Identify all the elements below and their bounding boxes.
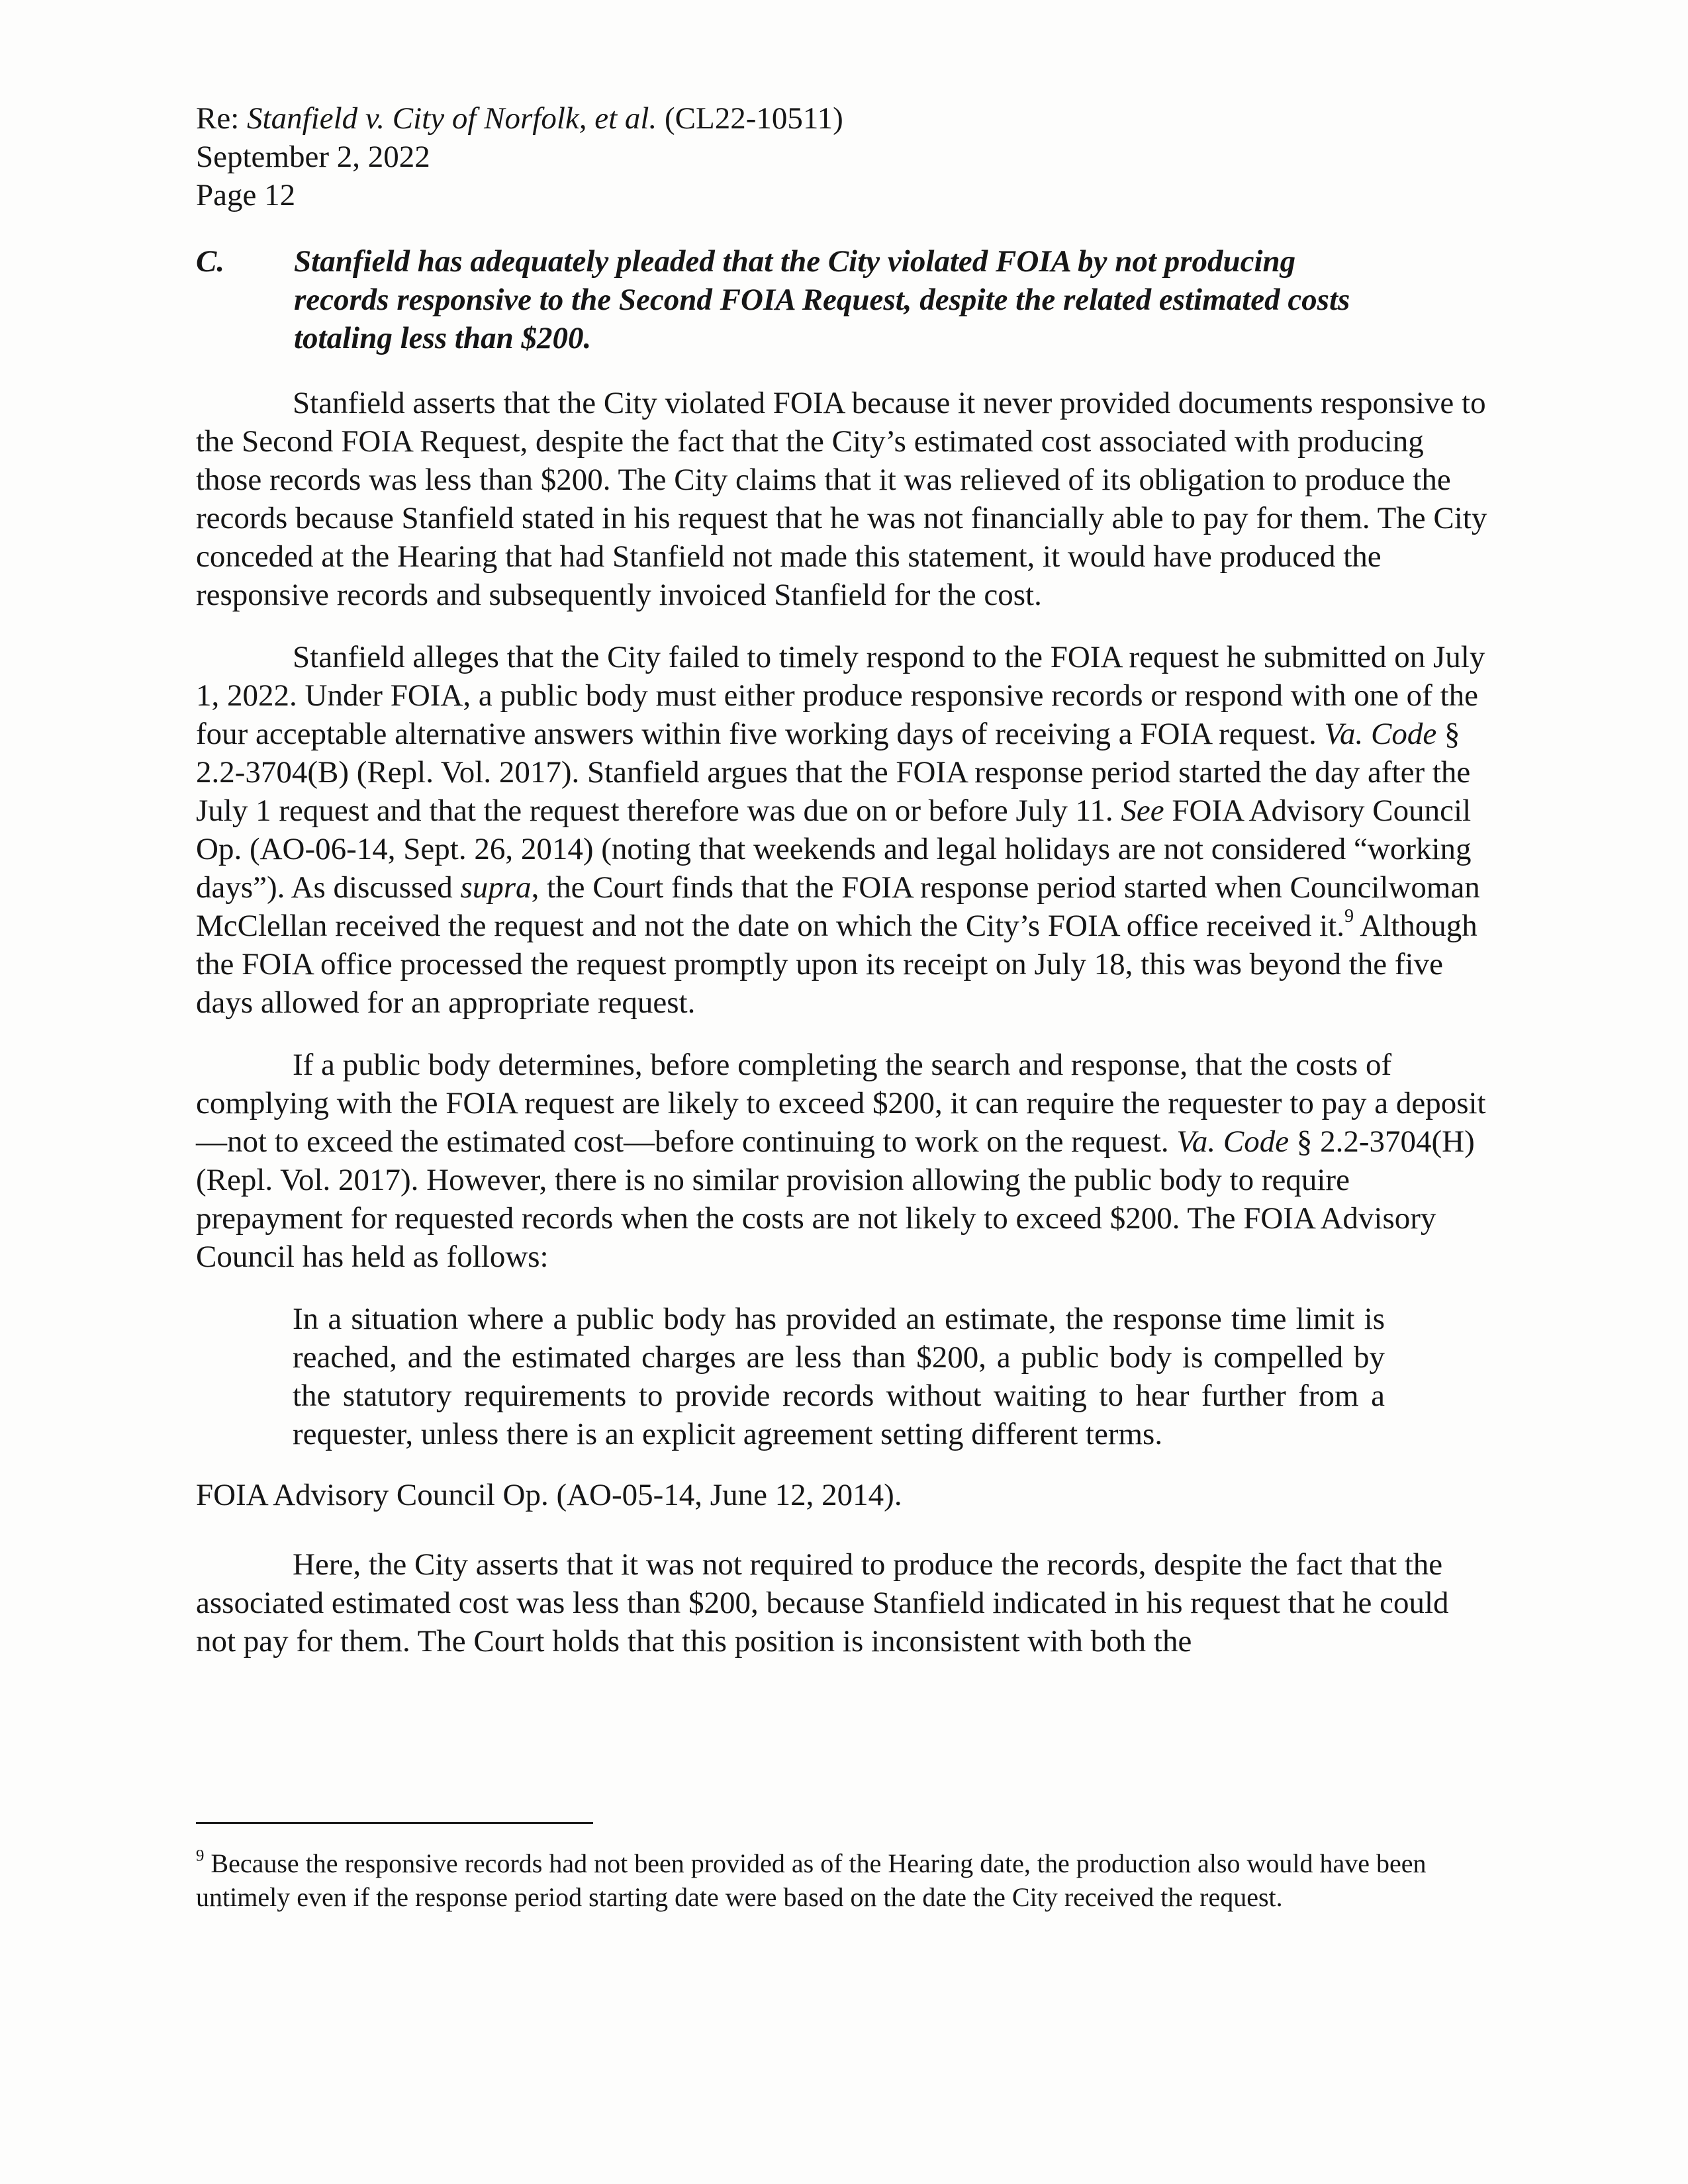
p3-cite-va-code: Va. Code bbox=[1176, 1124, 1289, 1159]
footnote-separator bbox=[196, 1822, 593, 1824]
p2-cite-va-code: Va. Code bbox=[1324, 717, 1437, 751]
p2-text-3: FOIA Advisory Council Op. (AO-06-14, Sept. 26, 2014) (noting that weekends and legal holidays are not considered “working days”). As discussed bbox=[196, 794, 1472, 905]
header-date: September 2, 2022 bbox=[196, 140, 430, 174]
section-letter: C. bbox=[196, 244, 225, 279]
page-number: Page 12 bbox=[196, 178, 296, 212]
footnote-reference[interactable]: 9 bbox=[1344, 905, 1354, 927]
letter-header bbox=[196, 99, 1493, 214]
p3-text-2: § 2.2-3704(H) (Repl. Vol. 2017). However, there is no similar provision allowing the public body to require prepayment for requested records when the costs are not likely to exceed $200. The FOIA Advisory Council has held as follows: bbox=[196, 1124, 1475, 1274]
paragraph-2 bbox=[196, 638, 1493, 1022]
paragraph-4: Here, the City asserts that it was not required to produce the records, despite the fact that the associated estimated cost was less than $200, because Stanfield indicated in his request that he could not pay for them. The Court holds that this position is inconsistent with both the bbox=[196, 1547, 1449, 1659]
paragraph-3 bbox=[196, 1046, 1493, 1276]
p2-text-4: , the Court finds that the FOIA response period started when Councilwoman McClellan received the request and not the date on which the City’s FOIA office received it. bbox=[196, 870, 1480, 943]
case-name: Stanfield v. City of Norfolk, et al. bbox=[247, 101, 657, 136]
page-content bbox=[196, 99, 1493, 1661]
footnote-number: 9 bbox=[196, 1846, 205, 1865]
quote-citation: FOIA Advisory Council Op. (AO-05-14, June 12, 2014). bbox=[196, 1478, 902, 1512]
paragraph-1: Stanfield asserts that the City violated FOIA because it never provided documents responsive to the Second FOIA Request, despite the fact that the City’s estimated cost associated with producing those records was less than $200. The City claims that it was relieved of its obligation to produce the records because Stanfield stated in his request that he was not financially able to pay for them. The City conceded at the Hearing that had Stanfield not made this statement, it would have produced the responsive records and subsequently invoiced Stanfield for the cost. bbox=[196, 386, 1487, 612]
block-quote: In a situation where a public body has provided an estimate, the response time limit is reached, and the estimated charges are less than $200, a public body is compelled by the statutory requirements to provide records without waiting to hear further from a requester, unless there is an explicit agreement setting different terms. bbox=[293, 1302, 1385, 1451]
re-prefix: Re: bbox=[196, 101, 248, 136]
p3-text-1: If a public body determines, before completing the search and response, that the costs of complying with the FOIA request are likely to exceed $200, it can require the requester to pay a deposit—not to exceed the estimated cost—before continuing to work on the request. bbox=[196, 1048, 1486, 1159]
section-heading bbox=[196, 242, 1493, 357]
p2-text-1: Stanfield alleges that the City failed to timely respond to the FOIA request he submitted on July 1, 2022. Under FOIA, a public body must either produce responsive records or respond with one of the four acceptable alternative answers within five working days of receiving a FOIA request. bbox=[196, 640, 1485, 751]
p2-supra: supra bbox=[460, 870, 532, 905]
footnote-text: Because the responsive records had not been provided as of the Hearing date, the production also would have been untimely even if the response period starting date were based on the date the City received the request. bbox=[196, 1848, 1427, 1912]
section-heading-text: Stanfield has adequately pleaded that the City violated FOIA by not producing records responsive to the Second FOIA Request, despite the related estimated costs totaling less than $200. bbox=[294, 244, 1350, 355]
footnote-9 bbox=[196, 1846, 1493, 1914]
re-line bbox=[196, 99, 1493, 138]
p2-text-2: § 2.2-3704(B) (Repl. Vol. 2017). Stanfield argues that the FOIA response period started the day after the July 1 request and that the request therefore was due on or before July 11. bbox=[196, 717, 1471, 828]
p2-text-5: Although the FOIA office processed the request promptly upon its receipt on July 18, this was beyond the five days allowed for an appropriate request. bbox=[196, 909, 1477, 1020]
p2-see-signal: See bbox=[1121, 794, 1164, 828]
case-number: (CL22-10511) bbox=[657, 101, 843, 136]
